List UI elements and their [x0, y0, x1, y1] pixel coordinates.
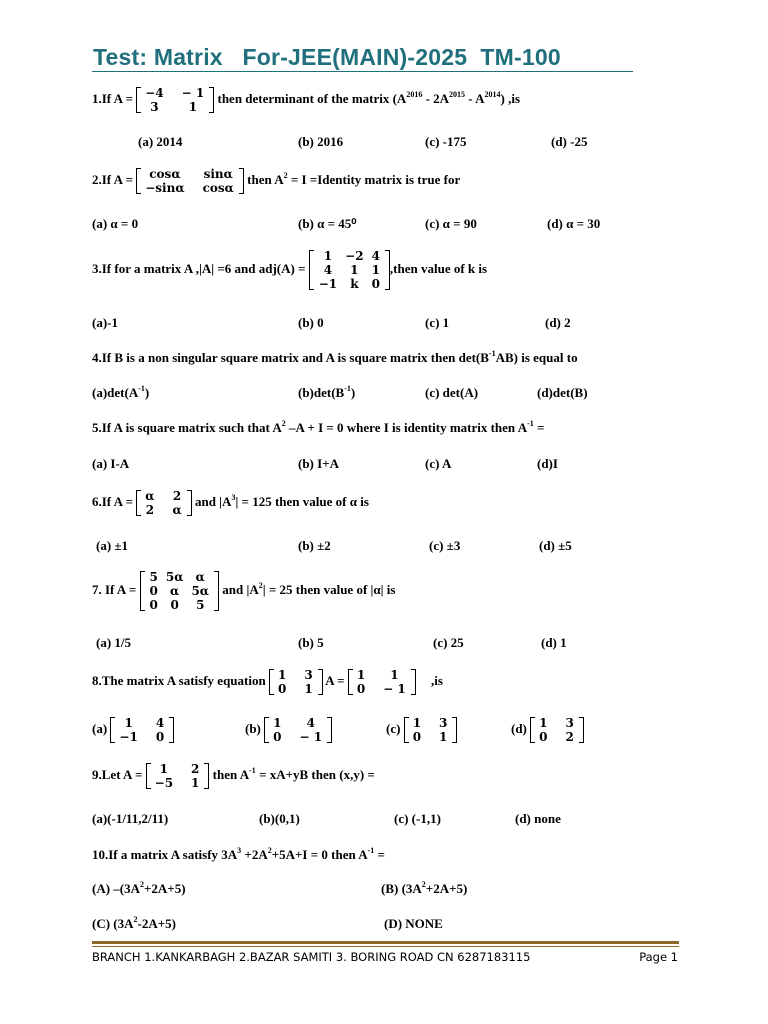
q2-option-d[interactable]: (d) α = 30 — [547, 216, 601, 231]
matrix-cell: k — [350, 277, 359, 291]
q9-option-d[interactable]: (d) none — [515, 811, 561, 826]
question-4: 4.If B is a non singular square matrix and A is square matrix then $\det(B^{-1}AB)$ is equal to — [92, 348, 578, 365]
q6-matrix — [136, 489, 191, 517]
q3-option-b[interactable]: (b) 0 — [298, 315, 324, 330]
matrix-cell: 2 — [172, 489, 182, 503]
q1-option-b[interactable]: (b) 2016 — [298, 134, 344, 149]
matrix-cell: 0 — [539, 730, 548, 744]
q4-option-b[interactable]: $(b)\det(B^{-1})$ — [298, 383, 356, 400]
matrix-cell: 1 — [304, 682, 313, 696]
matrix-cell: cosα — [202, 181, 234, 195]
q8-option-c[interactable]: (c) 1 3 0 1 — [386, 716, 457, 744]
matrix-cell: 0 — [412, 730, 422, 744]
q10-option-b[interactable]: (B) $(3A^2+2A+5)$ — [381, 879, 468, 896]
matrix-cell: 0 — [149, 598, 158, 612]
q8-option-b-matrix — [264, 716, 332, 744]
matrix-cell: 2 — [565, 730, 574, 744]
question-7: 7. If A = 5 5α α 0 α 5α 0 0 5 and $|A^2| = 25$ then value of |α| is — [92, 570, 396, 612]
q8-option-d-matrix — [530, 716, 584, 744]
matrix-cell: 1 — [371, 263, 380, 277]
matrix-cell: 1 — [412, 716, 422, 730]
q2-option-c[interactable]: (c) α = 90 — [425, 216, 477, 231]
matrix-cell: 0 — [273, 730, 282, 744]
q10-option-c[interactable]: (C) $(3A^2-2A+5)$ — [92, 914, 176, 931]
q8-option-b[interactable]: (b) 1 4 0 − 1 — [245, 716, 332, 744]
q7-option-b[interactable]: (b) 5 — [298, 635, 324, 650]
matrix-cell: 2 — [145, 503, 155, 517]
matrix-cell: 1 — [273, 716, 282, 730]
q3-option-a[interactable]: (a)-1 — [92, 315, 118, 330]
matrix-cell: −sinα — [145, 181, 185, 195]
matrix-cell: α — [172, 503, 182, 517]
matrix-cell: 0 — [170, 598, 179, 612]
q10-option-d[interactable]: (D) NONE — [384, 916, 443, 931]
question-2: 2.If A = cosα sinα −sinα cosα then $A^2 = I$ =Identity matrix is true for — [92, 167, 461, 195]
q7-option-c[interactable]: (c) 25 — [433, 635, 464, 650]
q8-matrix-right — [348, 668, 416, 696]
matrix-cell: 1 — [539, 716, 548, 730]
matrix-cell: −5 — [154, 776, 174, 790]
q5-option-b[interactable]: (b) I+A — [298, 456, 339, 471]
matrix-cell: 3 — [439, 716, 448, 730]
question-9: 9.Let A = 1 2 −5 1 then $A^{-1} = xA+yB$ then (x,y) = — [92, 762, 375, 790]
q5-option-d[interactable]: (d)I — [537, 456, 558, 471]
matrix-cell: 3 — [304, 668, 313, 682]
matrix-cell: 1 — [390, 668, 399, 682]
page-title: Test: Matrix For-JEE(MAIN)-2025 TM-100 — [93, 44, 561, 70]
matrix-cell: 5α — [165, 570, 184, 584]
question-8: 8.The matrix A satisfy equation 1 3 0 1 A = 1 1 0 − 1 ,is — [92, 668, 443, 696]
q3-option-d[interactable]: (d) 2 — [545, 315, 571, 330]
q2-matrix — [136, 167, 244, 195]
footer-branches: BRANCH 1.KANKARBAGH 2.BAZAR SAMITI 3. BORING ROAD CN 6287183115 — [92, 950, 531, 964]
matrix-cell: 4 — [306, 716, 315, 730]
matrix-cell: 0 — [371, 277, 380, 291]
q4-option-a[interactable]: $(a)\det(A^{-1})$ — [92, 383, 150, 400]
matrix-cell: 1 — [188, 100, 198, 114]
q1-option-c[interactable]: (c) -175 — [425, 134, 467, 149]
matrix-cell: 1 — [439, 730, 448, 744]
q1-matrix — [136, 86, 214, 114]
q8-option-c-matrix — [404, 716, 458, 744]
matrix-cell: 1 — [356, 668, 366, 682]
footer — [92, 950, 678, 964]
q4-option-c[interactable]: (c) det(A) — [425, 385, 479, 400]
q9-option-a[interactable]: (a)(-1/11,2/11) — [92, 811, 169, 826]
matrix-cell: −1 — [119, 730, 138, 744]
matrix-cell: 0 — [149, 584, 158, 598]
matrix-cell: 0 — [277, 682, 287, 696]
q5-option-a[interactable]: (a) I-A — [92, 456, 130, 471]
matrix-cell: 4 — [371, 249, 380, 263]
matrix-cell: −4 — [145, 86, 164, 100]
matrix-cell: 1 — [323, 249, 333, 263]
matrix-cell: 1 — [350, 263, 359, 277]
q8-matrix-left — [269, 668, 323, 696]
question-1: 1.If A = −4 − 1 3 1 then determinant of the matrix $(A^{2016} - 2A^{2015} - A^{2014})$ ,is — [92, 86, 521, 114]
matrix-cell: 1 — [191, 776, 200, 790]
matrix-cell: 4 — [155, 716, 165, 730]
q7-option-d[interactable]: (d) 1 — [541, 635, 567, 650]
q3-option-c[interactable]: (c) 1 — [425, 315, 450, 330]
footer-rule-thin — [92, 946, 679, 947]
q4-option-d[interactable]: (d)det(B) — [537, 385, 588, 400]
matrix-cell: − 1 — [181, 86, 205, 100]
question-10: 10.If a matrix A satisfy $3A^3 +2A^2+5A+I = 0$ then $A^{-1}$ = — [92, 845, 385, 862]
q2-option-a[interactable]: (a) α = 0 — [92, 216, 139, 231]
q6-option-c[interactable]: (c) ±3 — [429, 538, 461, 553]
question-3: 3.If for a matrix A ,|A| =6 and adj(A) = 1 −2 4 4 1 1 −1 k 0 ,then value of k is — [92, 249, 488, 291]
footer-rule — [92, 941, 679, 944]
matrix-cell: 0 — [155, 730, 165, 744]
matrix-cell: α — [145, 489, 155, 503]
matrix-cell: 2 — [191, 762, 200, 776]
matrix-cell: sinα — [203, 167, 233, 181]
q7-option-a[interactable]: (a) 1/5 — [96, 635, 132, 650]
q5-option-c[interactable]: (c) A — [425, 456, 452, 471]
q7-matrix — [140, 570, 220, 612]
q8-option-d[interactable]: (d) 1 3 0 2 — [511, 716, 584, 744]
matrix-cell: 1 — [159, 762, 169, 776]
matrix-cell: − 1 — [383, 682, 406, 696]
matrix-cell: cosα — [149, 167, 181, 181]
q1-option-d[interactable]: (d) -25 — [551, 134, 588, 149]
matrix-cell: 3 — [565, 716, 574, 730]
q6-option-b[interactable]: (b) ±2 — [298, 538, 331, 553]
matrix-cell: 5 — [196, 598, 205, 612]
matrix-cell: 5α — [191, 584, 210, 598]
matrix-cell: α — [170, 584, 180, 598]
q9-option-b[interactable]: (b)(0,1) — [259, 811, 300, 826]
q9-matrix — [146, 762, 210, 790]
question-5: 5.If A is square matrix such that $A^2$ –A + I = 0 where I is identity matrix then $A^{-1}$ = — [92, 418, 545, 435]
matrix-cell: 3 — [150, 100, 159, 114]
matrix-cell: α — [195, 570, 205, 584]
q10-option-a[interactable]: (A) $-(3A^2+2A+5)$ — [92, 879, 186, 896]
matrix-cell: 5 — [149, 570, 158, 584]
q8-option-a[interactable]: (a) 1 4 −1 0 — [92, 716, 174, 744]
matrix-cell: 4 — [323, 263, 333, 277]
matrix-cell: −2 — [345, 249, 364, 263]
matrix-cell: 0 — [356, 682, 366, 696]
q3-matrix — [309, 249, 390, 291]
page-number: Page 1 — [639, 950, 678, 964]
q8-option-a-matrix — [110, 716, 174, 744]
q6-option-a[interactable]: (a) ±1 — [96, 538, 129, 553]
question-6: 6.If A = α 2 2 α and $|A^3| = 125$ then value of α is — [92, 489, 369, 517]
q2-option-b[interactable]: (b) α = 45⁰ — [298, 216, 357, 231]
q9-option-c[interactable]: (c) (-1,1) — [394, 811, 441, 826]
q6-option-d[interactable]: (d) ±5 — [539, 538, 572, 553]
title-underline — [92, 71, 633, 72]
matrix-cell: −1 — [318, 277, 338, 291]
matrix-cell: 1 — [277, 668, 287, 682]
matrix-cell: 1 — [124, 716, 133, 730]
matrix-cell: − 1 — [299, 730, 323, 744]
q1-option-a[interactable]: (a) 2014 — [138, 134, 183, 149]
